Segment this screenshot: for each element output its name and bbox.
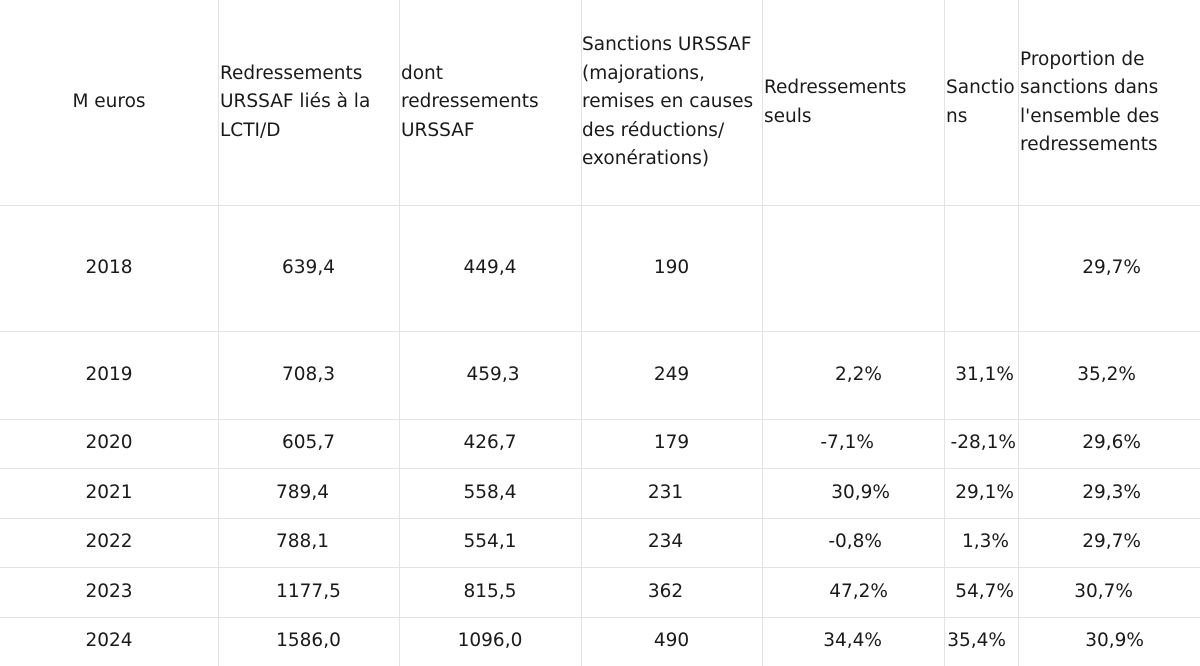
- sanctions-cell: 179: [653, 432, 690, 454]
- sanctions-pct-cell: 29,1%: [955, 481, 1014, 503]
- sanctions-cell: 249: [653, 363, 690, 385]
- redressements-seuls-cell: -7,1%: [820, 432, 874, 454]
- header-line: (majorations,: [582, 62, 705, 84]
- proportion-cell: 29,7%: [1082, 256, 1141, 278]
- dont-redressements-cell: 426,7: [463, 432, 517, 454]
- header-line: des réductions/: [582, 119, 725, 141]
- header-line: Redressements: [220, 62, 363, 84]
- header-cell-redressements-seuls: [764, 0, 944, 205]
- dont-redressements-cell: 459,3: [466, 363, 520, 385]
- header-line: exonérations): [582, 148, 710, 170]
- dont-redressements-cell: 554,1: [463, 531, 517, 553]
- proportion-cell: 29,7%: [1082, 531, 1141, 553]
- year-cell: 2022: [85, 531, 133, 553]
- redressements-lcti-cell: 788,1: [276, 531, 329, 553]
- header-cell-redressements-lcti: [220, 0, 398, 205]
- header-line: redressements: [401, 91, 539, 113]
- header-line: URSSAF liés à la: [220, 91, 371, 113]
- header-line: ns: [946, 105, 968, 127]
- redressements-seuls-cell: 30,9%: [831, 481, 890, 503]
- sanctions-cell: 231: [647, 481, 684, 503]
- year-cell: 2018: [85, 256, 133, 278]
- year-cell: 2019: [85, 363, 133, 385]
- header-line: URSSAF: [401, 119, 475, 141]
- sanctions-pct-cell: 54,7%: [955, 580, 1014, 602]
- header-line: Proportion de: [1020, 48, 1145, 70]
- redressements-seuls-cell: [762, 205, 944, 331]
- sanctions-cell: 234: [647, 531, 684, 553]
- header-line: sanctions dans: [1020, 77, 1159, 98]
- header-line: LCTI/D: [220, 119, 281, 141]
- dont-redressements-cell: 449,4: [463, 256, 517, 278]
- year-cell: 2024: [85, 630, 133, 652]
- redressements-lcti-cell: 1586,0: [276, 630, 341, 652]
- proportion-cell: 29,6%: [1082, 432, 1141, 454]
- proportion-cell: 30,7%: [1074, 580, 1133, 602]
- sanctions-cell: 362: [647, 580, 684, 602]
- header-cell-proportion: [1020, 0, 1200, 205]
- sanctions-pct-cell: -28,1%: [950, 432, 1016, 454]
- header-label: M euros: [72, 91, 146, 113]
- redressements-seuls-cell: 47,2%: [829, 580, 888, 602]
- year-cell: 2021: [85, 481, 133, 503]
- header-line: redressements: [1020, 134, 1158, 155]
- header-line: dont: [401, 62, 444, 84]
- proportion-cell: 30,9%: [1085, 630, 1144, 652]
- header-cell-dont-redressements: [401, 0, 579, 205]
- header-line: remises en causes: [582, 91, 754, 113]
- header-line: Sanctions URSSAF: [582, 34, 752, 56]
- redressements-seuls-cell: 2,2%: [835, 363, 882, 385]
- redressements-lcti-cell: 639,4: [282, 256, 335, 278]
- header-cell-sanctions-urssaf: [582, 0, 762, 205]
- redressements-seuls-cell: 34,4%: [823, 630, 882, 652]
- sanctions-cell: 490: [653, 630, 690, 652]
- header-cell-m-euros: [0, 0, 218, 205]
- header-line: Sanctio: [946, 77, 1015, 98]
- year-cell: 2020: [85, 432, 133, 454]
- proportion-cell: 29,3%: [1082, 481, 1141, 503]
- redressements-lcti-cell: 789,4: [276, 481, 329, 503]
- redressements-lcti-cell: 708,3: [282, 363, 335, 385]
- header-cell-sanctions: [946, 0, 1018, 205]
- redressements-lcti-cell: 605,7: [282, 432, 335, 454]
- header-line: Redressements: [764, 77, 907, 98]
- sanctions-cell: 190: [653, 256, 690, 278]
- dont-redressements-cell: 558,4: [463, 481, 517, 503]
- sanctions-pct-cell: 35,4%: [947, 630, 1006, 652]
- proportion-cell: 35,2%: [1077, 363, 1136, 385]
- header-line: seuls: [764, 105, 812, 127]
- redressements-seuls-cell: -0,8%: [828, 531, 882, 553]
- dont-redressements-cell: 1096,0: [457, 630, 523, 652]
- sanctions-pct-cell: [944, 205, 1018, 331]
- redressements-lcti-cell: 1177,5: [276, 580, 341, 602]
- year-cell: 2023: [85, 580, 133, 602]
- sanctions-pct-cell: 1,3%: [962, 531, 1009, 553]
- dont-redressements-cell: 815,5: [463, 580, 517, 602]
- sanctions-pct-cell: 31,1%: [955, 363, 1014, 385]
- header-line: l'ensemble des: [1020, 105, 1160, 127]
